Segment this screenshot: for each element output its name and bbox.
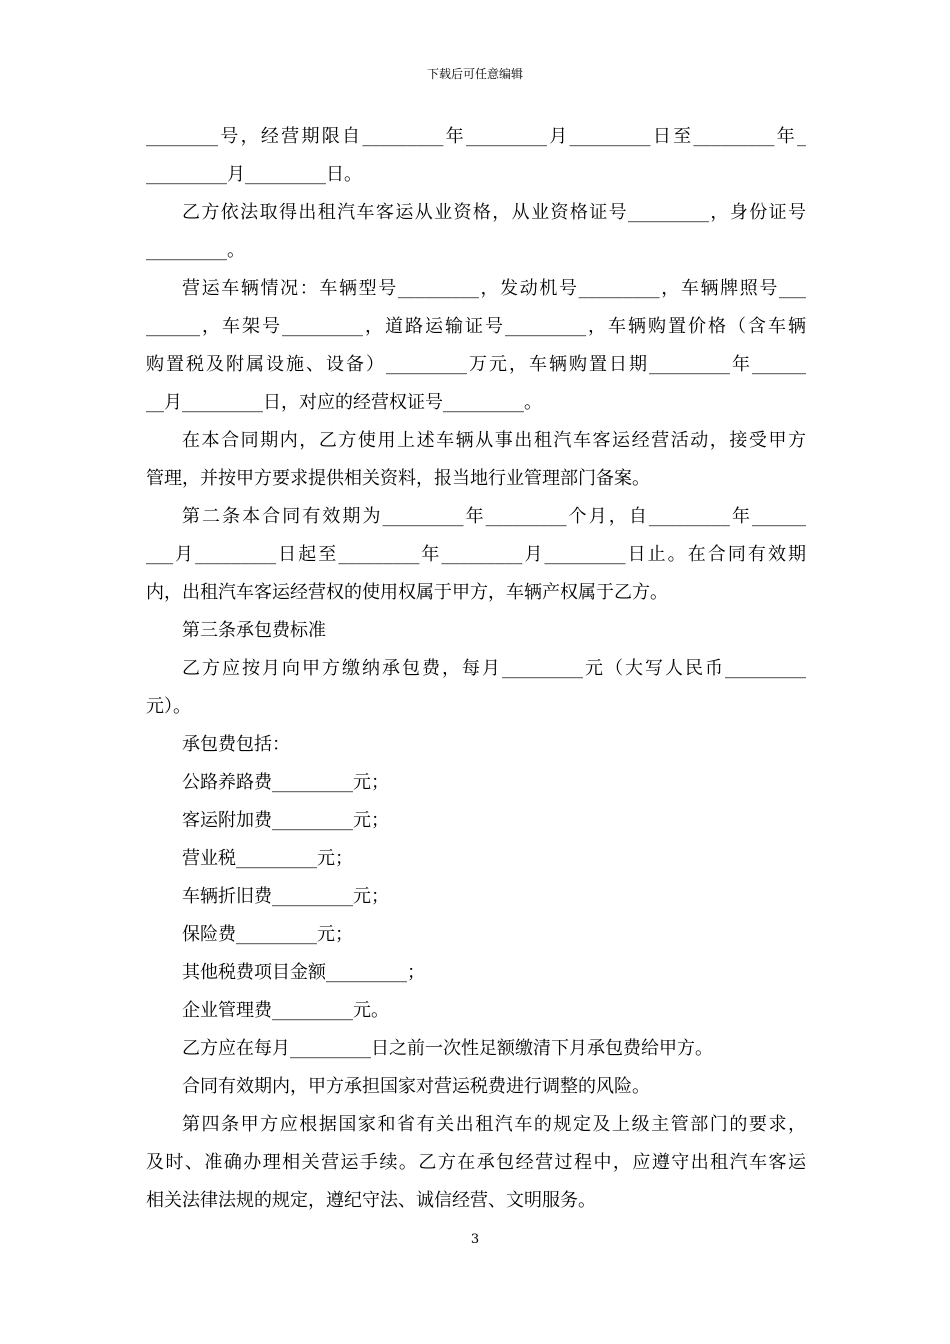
text-line: 乙方应在每月_________日之前一次性足额缴清下月承包费给甲方。 xyxy=(182,1038,713,1059)
text-line: 第二条本合同有效期为_________年_________个月，自_________年______ xyxy=(182,506,806,527)
text-line: __月_________日，对应的经营权证号_________。 xyxy=(146,392,542,413)
text-line: 营运车辆情况：车辆型号_________，发动机号_________，车辆牌照号___ xyxy=(182,278,806,299)
text-line: 其他税费项目金额_________； xyxy=(182,962,425,983)
page-number: 3 xyxy=(470,1232,480,1247)
text-line: 及时、准确办理相关营运手续。乙方在承包经营过程中，应遵守出租汽车客运 xyxy=(146,1152,806,1173)
text-line: 客运附加费_________元； xyxy=(182,810,389,831)
text-line: 合同有效期内，甲方承担国家对营运税费进行调整的风险。 xyxy=(182,1076,650,1097)
text-line: 元）。 xyxy=(146,696,191,717)
text-line: 乙方依法取得出租汽车客运从业资格，从业资格证号_________，身份证号 xyxy=(182,202,806,223)
text-line: 企业管理费_________元。 xyxy=(182,1000,389,1021)
text-line: 营业税_________元； xyxy=(182,848,353,869)
text-line: ______，车架号_________，道路运输证号_________，车辆购置价格（含车辆 xyxy=(146,316,806,337)
text-line: 第四条甲方应根据国家和省有关出租汽车的规定及上级主管部门的要求， xyxy=(182,1114,806,1135)
text-line: 车辆折旧费_________元； xyxy=(182,886,389,907)
text-line: 承包费包括： xyxy=(182,734,290,755)
text-line: ___月_________日起至_________年_________月_________日止。在合同有效期 xyxy=(146,544,806,565)
text-line: 相关法律法规的规定，遵纪守法、诚信经营、文明服务。 xyxy=(146,1190,596,1211)
page-header: 下载后可任意编辑 xyxy=(426,67,523,81)
text-line: 内，出租汽车客运经营权的使用权属于甲方，车辆产权属于乙方。 xyxy=(146,582,668,603)
text-line: 保险费_________元； xyxy=(182,924,353,945)
text-line: 在本合同期内，乙方使用上述车辆从事出租汽车客运经营活动，接受甲方 xyxy=(182,430,806,451)
text-line: 管理，并按甲方要求提供相关资料，报当地行业管理部门备案。 xyxy=(146,468,650,489)
text-line: _________。 xyxy=(146,240,245,261)
text-line: ________号，经营期限自_________年_________月_________日至_________年_ xyxy=(146,126,806,147)
document-body xyxy=(146,118,806,1220)
text-line: 公路养路费_________元； xyxy=(182,772,389,793)
text-line: _________月_________日。 xyxy=(146,164,362,185)
text-line: 购置税及附属设施、设备）_________万元，车辆购置日期_________年______ xyxy=(146,354,806,375)
text-line: 第三条承包费标准 xyxy=(182,620,326,641)
text-line: 乙方应按月向甲方缴纳承包费，每月_________元（大写人民币_________ xyxy=(182,658,806,679)
